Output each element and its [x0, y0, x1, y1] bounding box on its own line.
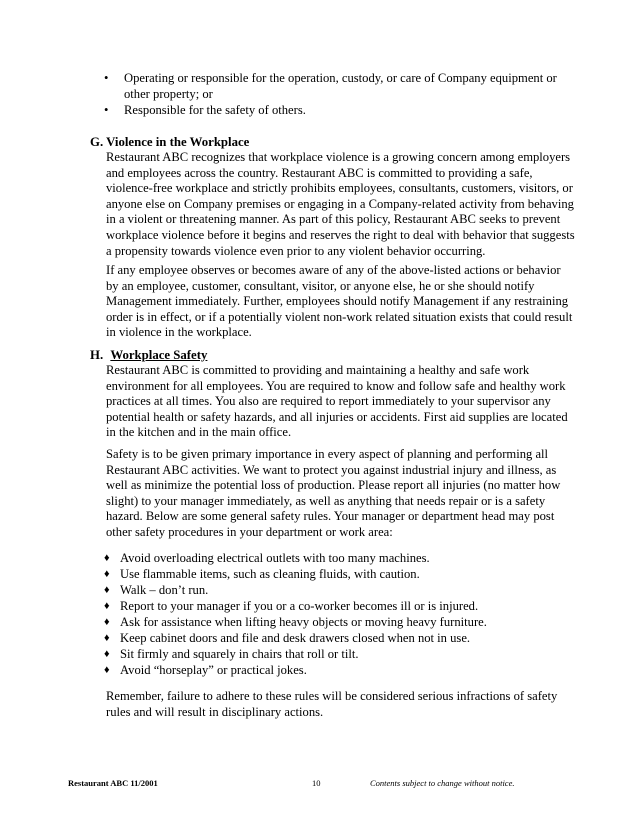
safety-rule-text: Use flammable items, such as cleaning fluids, with caution.: [120, 567, 420, 581]
diamond-bullet-icon: ♦: [104, 632, 110, 644]
section-h-paragraph-1: Restaurant ABC is committed to providing and maintaining a healthy and safe work environment for all employees. You are required to know and follow safe and healthy work practices at all times. You also are required to report immediately to your supervisor any potential health or safety hazards, and all injuries or accidents. First aid supplies are located in the kitchen and in the main office.: [106, 363, 568, 440]
section-g-heading: G. Violence in the Workplace: [90, 135, 250, 149]
diamond-bullet-icon: ♦: [104, 600, 110, 612]
safety-rule-text: Avoid overloading electrical outlets with too many machines.: [120, 551, 430, 565]
section-h-title: Workplace Safety: [110, 348, 208, 362]
bullet-marker: •: [104, 103, 109, 117]
section-h-paragraph-2: Safety is to be given primary importance in every aspect of planning and performing all Restaurant ABC activities. We want to protect you against industrial injury and illness, as well as minimize the potential loss of production. Please report all injuries (no matter how slight) to your manager immediately, as well as anything that needs repair or is a safety hazard. Below are some general safety rules. Your manager or department head may post other safety procedures in your department or work area:: [106, 447, 561, 539]
diamond-bullet-icon: ♦: [104, 648, 110, 660]
safety-rule-text: Keep cabinet doors and file and desk drawers closed when not in use.: [120, 631, 471, 645]
section-h-heading: [90, 348, 207, 364]
diamond-bullet-icon: ♦: [104, 616, 110, 628]
safety-rule-text: Avoid “horseplay” or practical jokes.: [120, 663, 307, 677]
list-item-text: Responsible for the safety of others.: [124, 103, 306, 117]
diamond-bullet-icon: ♦: [104, 568, 110, 580]
diamond-bullet-icon: ♦: [104, 664, 110, 676]
diamond-bullet-icon: ♦: [104, 552, 110, 564]
diamond-bullet-icon: ♦: [104, 584, 110, 596]
section-g-paragraph-1: Restaurant ABC recognizes that workplace violence is a growing concern among employers and employees across the country. Restaurant ABC is committed to providing a safe, violence-free workplace and strictly prohibits employees, consultants, customers, visitors, or anyone else on Company premises or engaging in a Company-related activity from behaving in a violent or threatening manner. As part of this policy, Restaurant ABC seeks to prevent workplace violence before it begins and reserves the right to deal with behavior that suggests a propensity towards violence even prior to any violent behavior occurring.: [106, 150, 575, 258]
section-h-letter: H.: [90, 348, 104, 362]
section-g-paragraph-2: If any employee observes or becomes aware of any of the above-listed actions or behavior by an employee, customer, consultant, visitor, or anyone else, he or she should notify Management immediately. Further, employees should notify Management if any restraining order is in effect, or if a potentially violent non-work related situation exists that could result in violence in the workplace.: [106, 263, 573, 340]
safety-rule-text: Ask for assistance when lifting heavy objects or moving heavy furniture.: [120, 615, 487, 629]
bullet-marker: •: [104, 71, 109, 85]
footer-page-number: 10: [312, 778, 321, 788]
footer-doc-label: Restaurant ABC 11/2001: [68, 778, 158, 788]
safety-rule-text: Report to your manager if you or a co-worker becomes ill or is injured.: [120, 599, 479, 613]
list-item-text: Operating or responsible for the operation, custody, or care of Company equipment or other property; or: [124, 71, 557, 101]
safety-rule-text: Sit firmly and squarely in chairs that roll or tilt.: [120, 647, 359, 661]
closing-paragraph: Remember, failure to adhere to these rules will be considered serious infractions of safety rules and will result in disciplinary actions.: [106, 689, 558, 719]
safety-rule-text: Walk – don’t run.: [120, 583, 209, 597]
footer-notice: Contents subject to change without notice.: [370, 778, 515, 788]
